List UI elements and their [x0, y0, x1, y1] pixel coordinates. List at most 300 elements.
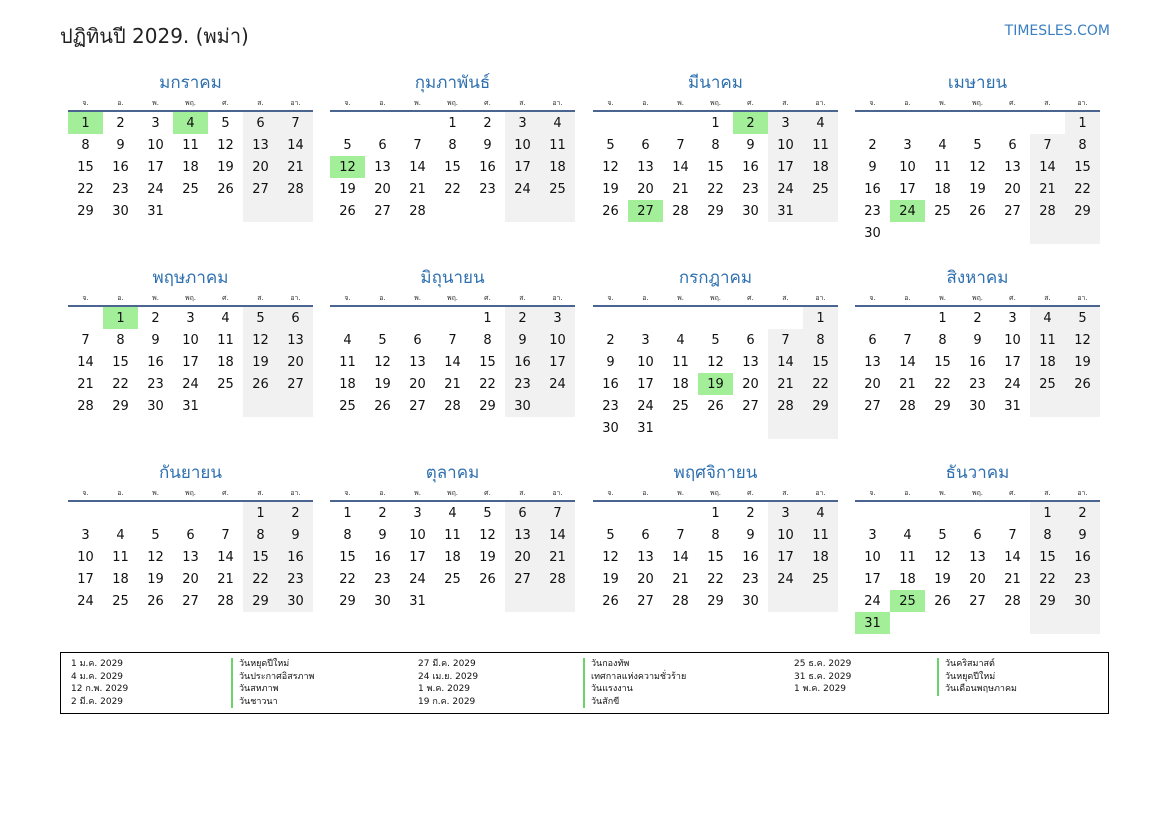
day-cell: 13: [637, 549, 654, 565]
day-cell: 19: [602, 571, 619, 587]
day-cell: 18: [899, 571, 916, 587]
weekday-header: อา.: [803, 96, 838, 111]
day-cell: 16: [1065, 546, 1100, 568]
day-cell: 12: [217, 137, 234, 153]
day-cell: 12: [707, 354, 724, 370]
empty-day: [593, 306, 628, 329]
day-cell: 26: [1065, 373, 1100, 395]
month-name: กันยายน: [158, 463, 222, 483]
day-cell: 15: [243, 546, 278, 568]
day-cell: 15: [339, 549, 356, 565]
day-cell: 16: [742, 549, 759, 565]
weekday-header: พฤ.: [960, 96, 995, 111]
day-cell: 11: [540, 134, 575, 156]
holiday-date: 25 ธ.ค. 2029: [794, 659, 852, 669]
month-8: [855, 265, 1100, 417]
weekday-header: พฤ.: [698, 486, 733, 501]
day-cell: 1: [1065, 111, 1100, 134]
weekday-header: จ.: [855, 291, 890, 306]
day-cell: 29: [707, 593, 724, 609]
day-cell: 5: [711, 332, 720, 348]
day-cell: 22: [479, 376, 496, 392]
day-cell: 1: [1030, 501, 1065, 524]
day-cell: 25: [182, 181, 199, 197]
empty-day: [103, 501, 138, 524]
day-cell: 12: [374, 354, 391, 370]
day-cell: 31: [182, 398, 199, 414]
day-cell: 16: [479, 159, 496, 175]
weekday-header: จ.: [330, 486, 365, 501]
day-cell: 15: [77, 159, 94, 175]
day-cell: 25: [339, 398, 356, 414]
empty-day: [1065, 222, 1100, 244]
month-12: [855, 460, 1100, 634]
site-link[interactable]: TIMESLES.COM: [1004, 23, 1110, 39]
day-cell: 27: [374, 203, 391, 219]
day-cell: 28: [444, 398, 461, 414]
day-cell: 4: [116, 527, 125, 543]
day-cell: 22: [339, 571, 356, 587]
day-cell: 24: [505, 178, 540, 200]
day-cell: 10: [147, 137, 164, 153]
empty-day: [365, 306, 400, 329]
day-cell: 18: [934, 181, 951, 197]
day-cell: 30: [602, 420, 619, 436]
day-cell: 9: [606, 354, 615, 370]
empty-day: [960, 612, 995, 634]
weekday-header: ส.: [1030, 486, 1065, 501]
day-cell: 1: [68, 111, 103, 134]
day-cell: 10: [540, 329, 575, 351]
day-cell: 17: [540, 351, 575, 373]
day-cell: 29: [934, 398, 951, 414]
day-cell: 20: [374, 181, 391, 197]
holiday-name: วันคริสมาสต์: [937, 658, 995, 671]
day-cell: 15: [934, 354, 951, 370]
day-cell: 13: [505, 524, 540, 546]
day-cell: 4: [448, 505, 457, 521]
day-cell: 19: [969, 181, 986, 197]
day-cell: 20: [1004, 181, 1021, 197]
day-cell: 17: [147, 159, 164, 175]
day-cell: 27: [182, 593, 199, 609]
empty-day: [243, 200, 278, 222]
day-cell: 20: [505, 546, 540, 568]
month-name: มีนาคม: [688, 73, 743, 93]
day-cell: 29: [339, 593, 356, 609]
day-cell: 18: [182, 159, 199, 175]
weekday-header: ศ.: [208, 96, 243, 111]
day-cell: 27: [637, 593, 654, 609]
day-cell: 13: [969, 549, 986, 565]
day-cell: 23: [479, 181, 496, 197]
holiday-date: 12 ก.พ. 2029: [71, 684, 129, 694]
weekday-header: อ.: [103, 291, 138, 306]
day-cell: 8: [711, 137, 720, 153]
day-cell: 5: [221, 115, 230, 131]
day-cell: 10: [505, 134, 540, 156]
empty-day: [400, 306, 435, 329]
weekday-header: จ.: [593, 96, 628, 111]
weekday-header: ศ.: [733, 486, 768, 501]
day-cell: 12: [1065, 329, 1100, 351]
day-cell: 10: [864, 549, 881, 565]
day-cell: 18: [803, 546, 838, 568]
day-cell: 30: [742, 203, 759, 219]
empty-day: [995, 111, 1030, 134]
day-cell: 6: [186, 527, 195, 543]
day-cell: 24: [768, 568, 803, 590]
weekday-header: พ.: [138, 486, 173, 501]
weekday-header: อ.: [365, 96, 400, 111]
weekday-header: พ.: [663, 291, 698, 306]
empty-day: [593, 501, 628, 524]
month-4: [855, 70, 1100, 244]
empty-day: [1030, 222, 1065, 244]
weekday-header: ศ.: [470, 486, 505, 501]
holiday-name: วันประกาศอิสรภาพ: [231, 671, 314, 684]
calendar-grid: [68, 70, 1101, 645]
month-name: กุมภาพันธ์: [414, 73, 491, 93]
empty-day: [995, 501, 1030, 524]
day-cell: 7: [1030, 134, 1065, 156]
day-cell: 27: [969, 593, 986, 609]
day-cell: 1: [103, 306, 138, 329]
weekday-header: พฤ.: [698, 96, 733, 111]
weekday-header: ศ.: [995, 291, 1030, 306]
day-cell: 17: [637, 376, 654, 392]
day-cell: 25: [803, 568, 838, 590]
day-cell: 12: [934, 549, 951, 565]
day-cell: 9: [746, 137, 755, 153]
day-cell: 22: [112, 376, 129, 392]
day-cell: 27: [1004, 203, 1021, 219]
empty-day: [330, 306, 365, 329]
holiday-list: [60, 652, 1109, 714]
day-cell: 24: [890, 200, 925, 222]
day-cell: 14: [672, 549, 689, 565]
day-cell: 1: [483, 310, 492, 326]
day-cell: 28: [77, 398, 94, 414]
day-cell: 14: [1030, 156, 1065, 178]
day-cell: 10: [768, 524, 803, 546]
empty-day: [540, 200, 575, 222]
day-cell: 29: [77, 203, 94, 219]
weekday-header: พ.: [663, 486, 698, 501]
day-cell: 6: [868, 332, 877, 348]
day-cell: 15: [444, 159, 461, 175]
day-cell: 6: [1008, 137, 1017, 153]
day-cell: 18: [217, 354, 234, 370]
day-cell: 20: [742, 376, 759, 392]
day-cell: 19: [602, 181, 619, 197]
day-cell: 21: [672, 181, 689, 197]
day-cell: 16: [112, 159, 129, 175]
month-table: [593, 96, 838, 222]
day-cell: 5: [606, 137, 615, 153]
day-cell: 4: [903, 527, 912, 543]
day-cell: 3: [81, 527, 90, 543]
day-cell: 8: [81, 137, 90, 153]
empty-day: [1030, 395, 1065, 417]
day-cell: 25: [890, 590, 925, 612]
weekday-header: พฤ.: [698, 291, 733, 306]
day-cell: 4: [803, 111, 838, 134]
day-cell: 27: [742, 398, 759, 414]
weekday-header: อ.: [365, 486, 400, 501]
day-cell: 22: [707, 181, 724, 197]
holiday-date: 1 พ.ค. 2029: [418, 684, 471, 694]
day-cell: 12: [969, 159, 986, 175]
day-cell: 16: [278, 546, 313, 568]
day-cell: 13: [1004, 159, 1021, 175]
day-cell: 4: [540, 111, 575, 134]
day-cell: 2: [868, 137, 877, 153]
day-cell: 28: [768, 395, 803, 417]
weekday-header: อา.: [540, 291, 575, 306]
day-cell: 26: [217, 181, 234, 197]
weekday-header: พ.: [663, 96, 698, 111]
day-cell: 24: [77, 593, 94, 609]
day-cell: 11: [934, 159, 951, 175]
empty-day: [400, 111, 435, 134]
weekday-header: อ.: [628, 96, 663, 111]
month-table: [68, 291, 313, 417]
empty-day: [803, 200, 838, 222]
day-cell: 21: [217, 571, 234, 587]
day-cell: 17: [1004, 354, 1021, 370]
holiday-date: 2 มี.ค. 2029: [71, 696, 124, 707]
weekday-header: ส.: [768, 486, 803, 501]
day-cell: 11: [672, 354, 689, 370]
day-cell: 9: [151, 332, 160, 348]
day-cell: 6: [746, 332, 755, 348]
day-cell: 12: [602, 159, 619, 175]
empty-day: [855, 111, 890, 134]
day-cell: 18: [672, 376, 689, 392]
month-table: [855, 291, 1100, 417]
day-cell: 12: [147, 549, 164, 565]
weekday-header: อา.: [1065, 96, 1100, 111]
day-cell: 14: [77, 354, 94, 370]
day-cell: 24: [147, 181, 164, 197]
weekday-header: อา.: [803, 291, 838, 306]
day-cell: 13: [864, 354, 881, 370]
day-cell: 4: [221, 310, 230, 326]
day-cell: 1: [243, 501, 278, 524]
empty-day: [1030, 612, 1065, 634]
empty-day: [663, 417, 698, 439]
day-cell: 27: [864, 398, 881, 414]
day-cell: 24: [182, 376, 199, 392]
day-cell: 20: [278, 351, 313, 373]
day-cell: 31: [1004, 398, 1021, 414]
day-cell: 11: [182, 137, 199, 153]
weekday-header: พฤ.: [173, 96, 208, 111]
day-cell: 29: [243, 590, 278, 612]
weekday-header: ส.: [1030, 291, 1065, 306]
day-cell: 9: [868, 159, 877, 175]
day-cell: 27: [628, 200, 663, 222]
day-cell: 15: [803, 351, 838, 373]
month-6: [330, 265, 575, 417]
weekday-header: พฤ.: [435, 96, 470, 111]
empty-day: [330, 111, 365, 134]
day-cell: 19: [147, 571, 164, 587]
holiday-date: 19 ก.ค. 2029: [418, 696, 476, 707]
day-cell: 31: [855, 612, 890, 634]
day-cell: 30: [505, 395, 540, 417]
day-cell: 12: [602, 549, 619, 565]
day-cell: 13: [409, 354, 426, 370]
weekday-header: อา.: [540, 96, 575, 111]
day-cell: 2: [278, 501, 313, 524]
weekday-header: จ.: [855, 486, 890, 501]
day-cell: 10: [182, 332, 199, 348]
day-cell: 23: [278, 568, 313, 590]
day-cell: 14: [444, 354, 461, 370]
day-cell: 13: [374, 159, 391, 175]
weekday-header: ศ.: [208, 486, 243, 501]
day-cell: 22: [243, 568, 278, 590]
day-cell: 1: [711, 505, 720, 521]
day-cell: 26: [602, 203, 619, 219]
month-7: [593, 265, 838, 439]
weekday-header: พ.: [400, 96, 435, 111]
weekday-header: พฤ.: [173, 291, 208, 306]
day-cell: 21: [540, 546, 575, 568]
day-cell: 19: [217, 159, 234, 175]
day-cell: 20: [409, 376, 426, 392]
day-cell: 8: [1065, 134, 1100, 156]
month-name: ธันวาคม: [945, 463, 1010, 483]
empty-day: [208, 395, 243, 417]
day-cell: 23: [742, 571, 759, 587]
weekday-header: พฤ.: [960, 486, 995, 501]
day-cell: 11: [803, 134, 838, 156]
day-cell: 7: [1008, 527, 1017, 543]
day-cell: 21: [278, 156, 313, 178]
day-cell: 19: [1065, 351, 1100, 373]
empty-day: [733, 417, 768, 439]
day-cell: 3: [903, 137, 912, 153]
day-cell: 8: [343, 527, 352, 543]
day-cell: 17: [409, 549, 426, 565]
month-table: [330, 486, 575, 612]
month-name: พฤศจิกายน: [673, 463, 758, 483]
day-cell: 27: [278, 373, 313, 395]
day-cell: 11: [339, 354, 356, 370]
day-cell: 28: [278, 178, 313, 200]
day-cell: 31: [768, 200, 803, 222]
day-cell: 14: [768, 351, 803, 373]
day-cell: 1: [938, 310, 947, 326]
day-cell: 29: [803, 395, 838, 417]
day-cell: 17: [77, 571, 94, 587]
holiday-date: 4 ม.ค. 2029: [71, 671, 124, 682]
day-cell: 17: [505, 156, 540, 178]
day-cell: 21: [444, 376, 461, 392]
day-cell: 14: [1004, 549, 1021, 565]
day-cell: 2: [746, 505, 755, 521]
day-cell: 2: [483, 115, 492, 131]
month-table: [593, 486, 838, 612]
day-cell: 11: [217, 332, 234, 348]
day-cell: 17: [768, 546, 803, 568]
day-cell: 26: [707, 398, 724, 414]
weekday-header: อ.: [628, 291, 663, 306]
day-cell: 3: [868, 527, 877, 543]
day-cell: 27: [505, 568, 540, 590]
empty-day: [925, 222, 960, 244]
day-cell: 22: [707, 571, 724, 587]
day-cell: 7: [221, 527, 230, 543]
empty-day: [1065, 612, 1100, 634]
day-cell: 25: [1030, 373, 1065, 395]
empty-day: [855, 306, 890, 329]
day-cell: 4: [803, 501, 838, 524]
day-cell: 8: [803, 329, 838, 351]
day-cell: 15: [479, 354, 496, 370]
empty-day: [68, 306, 103, 329]
empty-day: [505, 200, 540, 222]
day-cell: 4: [938, 137, 947, 153]
month-table: [68, 486, 313, 612]
day-cell: 6: [278, 306, 313, 329]
weekday-header: ศ.: [995, 96, 1030, 111]
day-cell: 5: [606, 527, 615, 543]
day-cell: 2: [151, 310, 160, 326]
day-cell: 5: [378, 332, 387, 348]
weekday-header: พ.: [925, 96, 960, 111]
day-cell: 3: [768, 501, 803, 524]
day-cell: 12: [330, 156, 365, 178]
day-cell: 4: [676, 332, 685, 348]
weekday-header: พฤ.: [435, 291, 470, 306]
day-cell: 24: [409, 571, 426, 587]
month-table: [855, 96, 1100, 244]
day-cell: 7: [413, 137, 422, 153]
weekday-header: ส.: [243, 486, 278, 501]
day-cell: 18: [112, 571, 129, 587]
month-table: [330, 96, 575, 222]
empty-day: [663, 111, 698, 134]
day-cell: 5: [243, 306, 278, 329]
holiday-date: 24 เม.ย. 2029: [418, 671, 479, 682]
weekday-header: จ.: [330, 291, 365, 306]
day-cell: 16: [505, 351, 540, 373]
empty-day: [278, 395, 313, 417]
day-cell: 26: [339, 203, 356, 219]
day-cell: 24: [864, 593, 881, 609]
day-cell: 28: [899, 398, 916, 414]
empty-day: [890, 612, 925, 634]
empty-day: [925, 501, 960, 524]
empty-day: [540, 590, 575, 612]
weekday-header: จ.: [68, 486, 103, 501]
empty-day: [435, 306, 470, 329]
day-cell: 18: [803, 156, 838, 178]
day-cell: 15: [112, 354, 129, 370]
month-table: [68, 96, 313, 222]
day-cell: 9: [378, 527, 387, 543]
day-cell: 16: [864, 181, 881, 197]
month-name: ตุลาคม: [425, 463, 480, 483]
day-cell: 19: [374, 376, 391, 392]
day-cell: 14: [409, 159, 426, 175]
weekday-header: พฤ.: [173, 486, 208, 501]
weekday-header: อา.: [540, 486, 575, 501]
